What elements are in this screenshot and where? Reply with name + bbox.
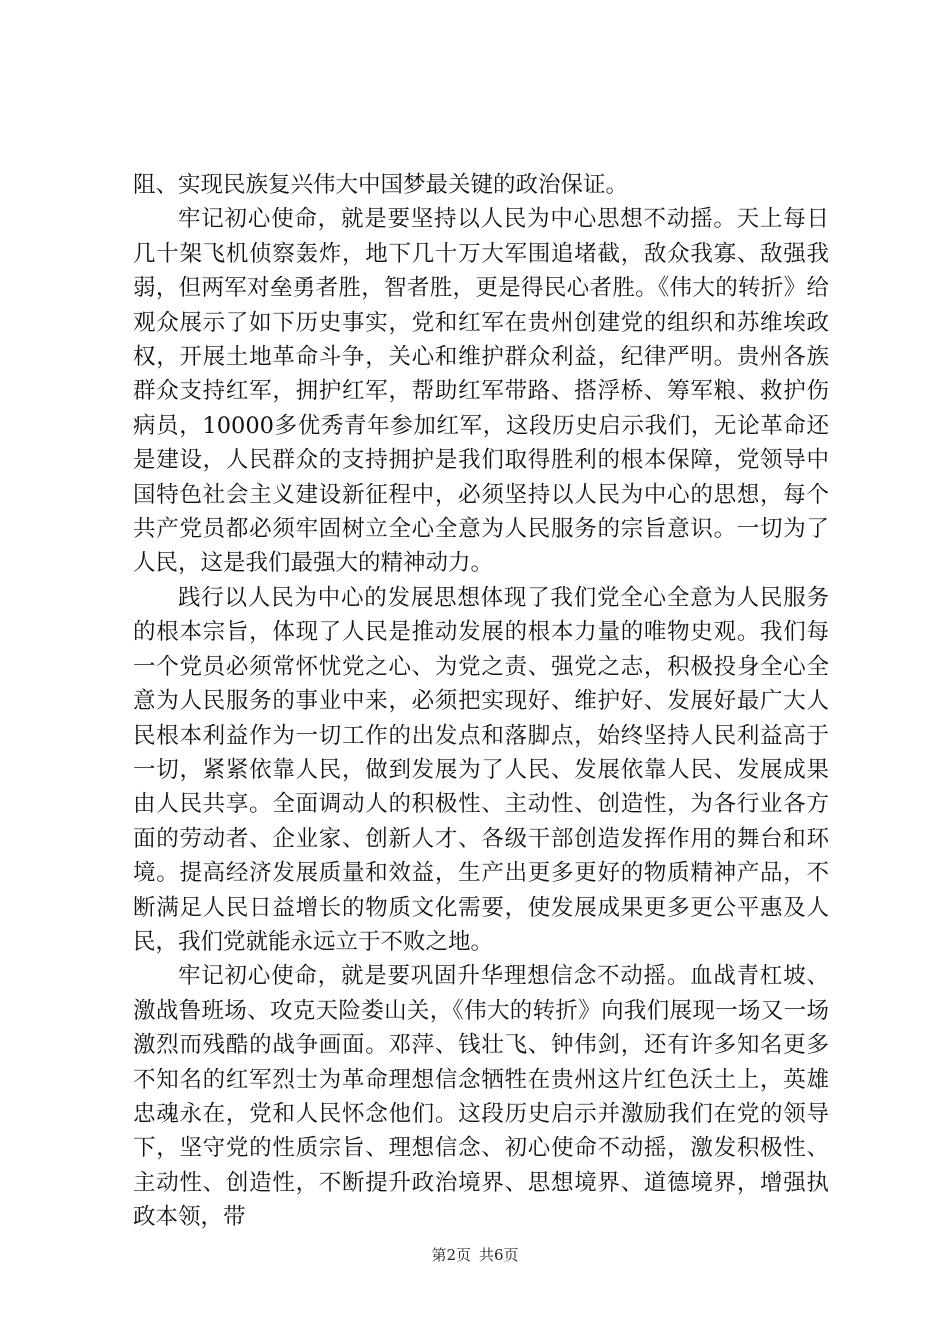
paragraph-2: 牢记初心使命，就是要坚持以人民为中心思想不动摇。天上每日几十架飞机侦察轰炸，地下几十万大军围追堵截，敌众我寡、敌强我弱，但两军对垒勇者胜，智者胜，更是得民心者胜。《伟大的转折》给观众展示了如下历史事实，党和红军在贵州创建党的组织和苏维埃政权，开展土地革命斗争，关心和维护群众利益，纪律严明。贵州各族群众支持红军，拥护红军，帮助红军带路、搭浮桥、筹军粮、救护伤病员，10000多优秀青年参加红军，这段历史启示我们，无论革命还是建设，人民群众的支持拥护是我们取得胜利的根本保障，党领导中国特色社会主义建设新征程中，必须坚持以人民为中心的思想，每个共产党员都必须牢固树立全心全意为人民服务的宗旨意识。一切为了人民，这是我们最强大的精神动力。: [133, 206, 829, 577]
paragraph-1: 阻、实现民族复兴伟大中国梦最关键的政治保证。: [133, 172, 629, 198]
page-footer: [0, 1244, 950, 1265]
paragraph-4: 牢记初心使命，就是要巩固升华理想信念不动摇。血战青杠坡、激战鲁班场、攻克天险娄山关，《伟大的转折》向我们展现一场又一场激烈而残酷的战争画面。邓萍、钱壮飞、钟伟剑，还有许多知名更多不知名的红军烈士为革命理想信念牺牲在贵州这片红色沃土上，英雄忠魂永在，党和人民怀念他们。这段历史启示并激励我们在党的领导下，坚守党的性质宗旨、理想信念、初心使命不动摇，激发积极性、主动性、创造性，不断提升政治境界、思想境界、道德境界，增强执政本领，带: [133, 963, 829, 1231]
document-body: [133, 168, 829, 1235]
page-total: 共6页: [479, 1246, 519, 1264]
paragraph-3: 践行以人民为中心的发展思想体现了我们党全心全意为人民服务的根本宗旨，体现了人民是推动发展的根本力量的唯物史观。我们每一个党员必须常怀忧党之心、为党之责、强党之志，积极投身全心全意为人民服务的事业中来，必须把实现好、维护好、发展好最广大人民根本利益作为一切工作的出发点和落脚点，始终坚持人民利益高于一切，紧紧依靠人民，做到发展为了人民、发展依靠人民、发展成果由人民共享。全面调动人的积极性、主动性、创造性，为各行业各方面的劳动者、企业家、创新人才、各级干部创造发挥作用的舞台和环境。提高经济发展质量和效益，生产出更多更好的物质精神产品，不断满足人民日益增长的物质文化需要，使发展成果更多更公平惠及人民，我们党就能永远立于不败之地。: [133, 584, 829, 955]
page-number: 第2页: [431, 1246, 471, 1264]
